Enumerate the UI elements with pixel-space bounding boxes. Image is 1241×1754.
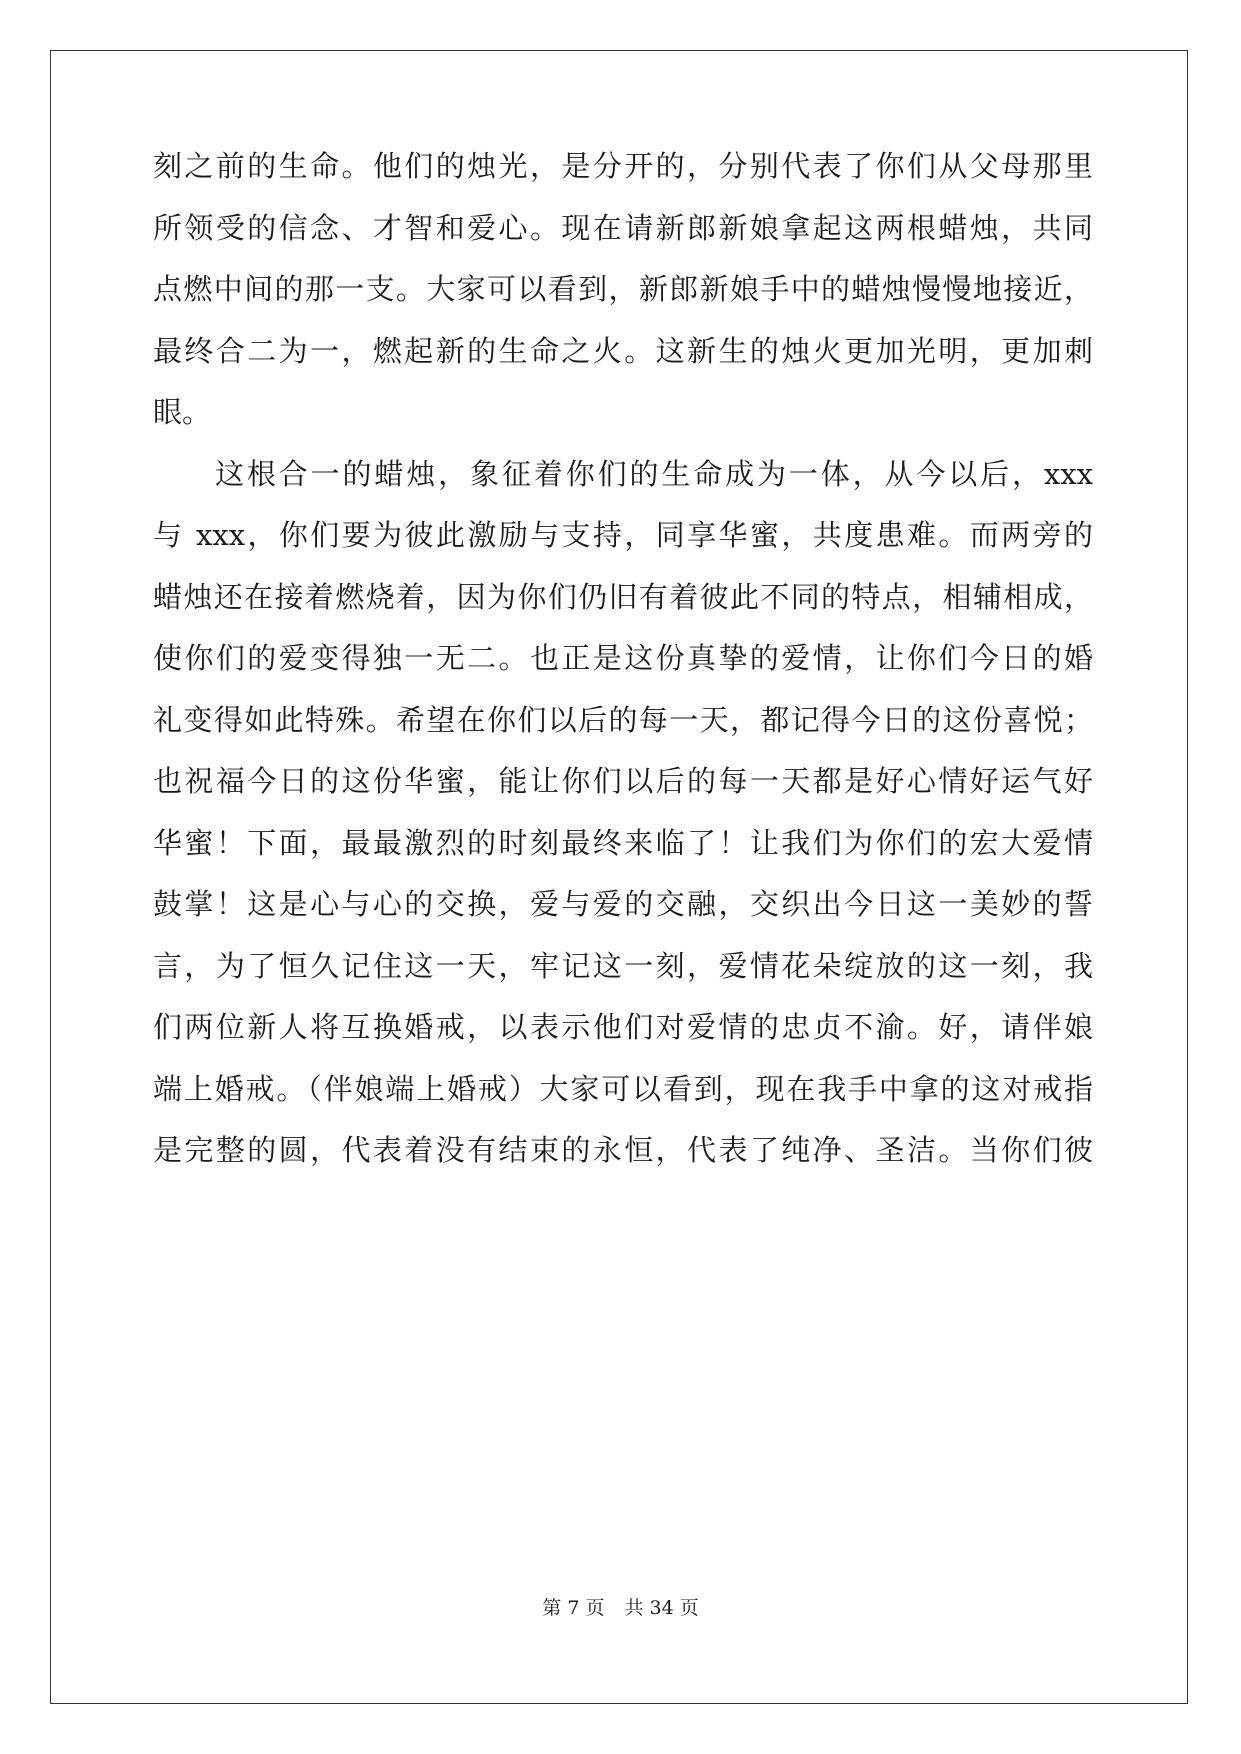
text-line: 蜡烛还在接着燃烧着，因为你们仍旧有着彼此不同的特点，相辅相成， [153, 580, 1093, 614]
text-line: 也祝福今日的这份华蜜，能让你们以后的每一天都是好心情好运气好 [153, 764, 1093, 798]
text-line: 眼。 [153, 395, 212, 429]
text-line: 与 xxx，你们要为彼此激励与支持，同享华蜜，共度患难。而两旁的 [153, 518, 1093, 552]
text-line: 鼓掌！这是心与心的交换，爱与爱的交融，交织出今日这一美妙的誓 [153, 887, 1093, 921]
text-line: 刻之前的生命。他们的烛光，是分开的，分别代表了你们从父母那里 [153, 149, 1093, 183]
text-line: 是完整的圆，代表着没有结束的永恒，代表了纯净、圣洁。当你们彼 [153, 1133, 1093, 1167]
page-footer [0, 1596, 1241, 1620]
text-line: 礼变得如此特殊。希望在你们以后的每一天，都记得今日的这份喜悦； [153, 703, 1093, 737]
text-line: 所领受的信念、才智和爱心。现在请新郎新娘拿起这两根蜡烛，共同 [153, 211, 1093, 245]
text-line: 最终合二为一，燃起新的生命之火。这新生的烛火更加光明，更加刺 [153, 334, 1093, 368]
text-line: 这根合一的蜡烛，象征着你们的生命成为一体，从今以后，xxx [215, 457, 1093, 491]
text-line: 言，为了恒久记住这一天，牢记这一刻，爱情花朵绽放的这一刻，我 [153, 949, 1093, 983]
text-line: 端上婚戒。（伴娘端上婚戒）大家可以看到，现在我手中拿的这对戒指 [153, 1072, 1093, 1106]
text-line: 点燃中间的那一支。大家可以看到，新郎新娘手中的蜡烛慢慢地接近， [153, 272, 1093, 306]
page-total: 共 34 页 [624, 1597, 699, 1619]
page-number: 第 7 页 [542, 1597, 605, 1619]
text-line: 使你们的爱变得独一无二。也正是这份真挚的爱情，让你们今日的婚 [153, 641, 1093, 675]
text-line: 华蜜！下面，最最激烈的时刻最终来临了！让我们为你们的宏大爱情 [153, 826, 1093, 860]
text-line: 们两位新人将互换婚戒，以表示他们对爱情的忠贞不渝。好，请伴娘 [153, 1010, 1093, 1044]
